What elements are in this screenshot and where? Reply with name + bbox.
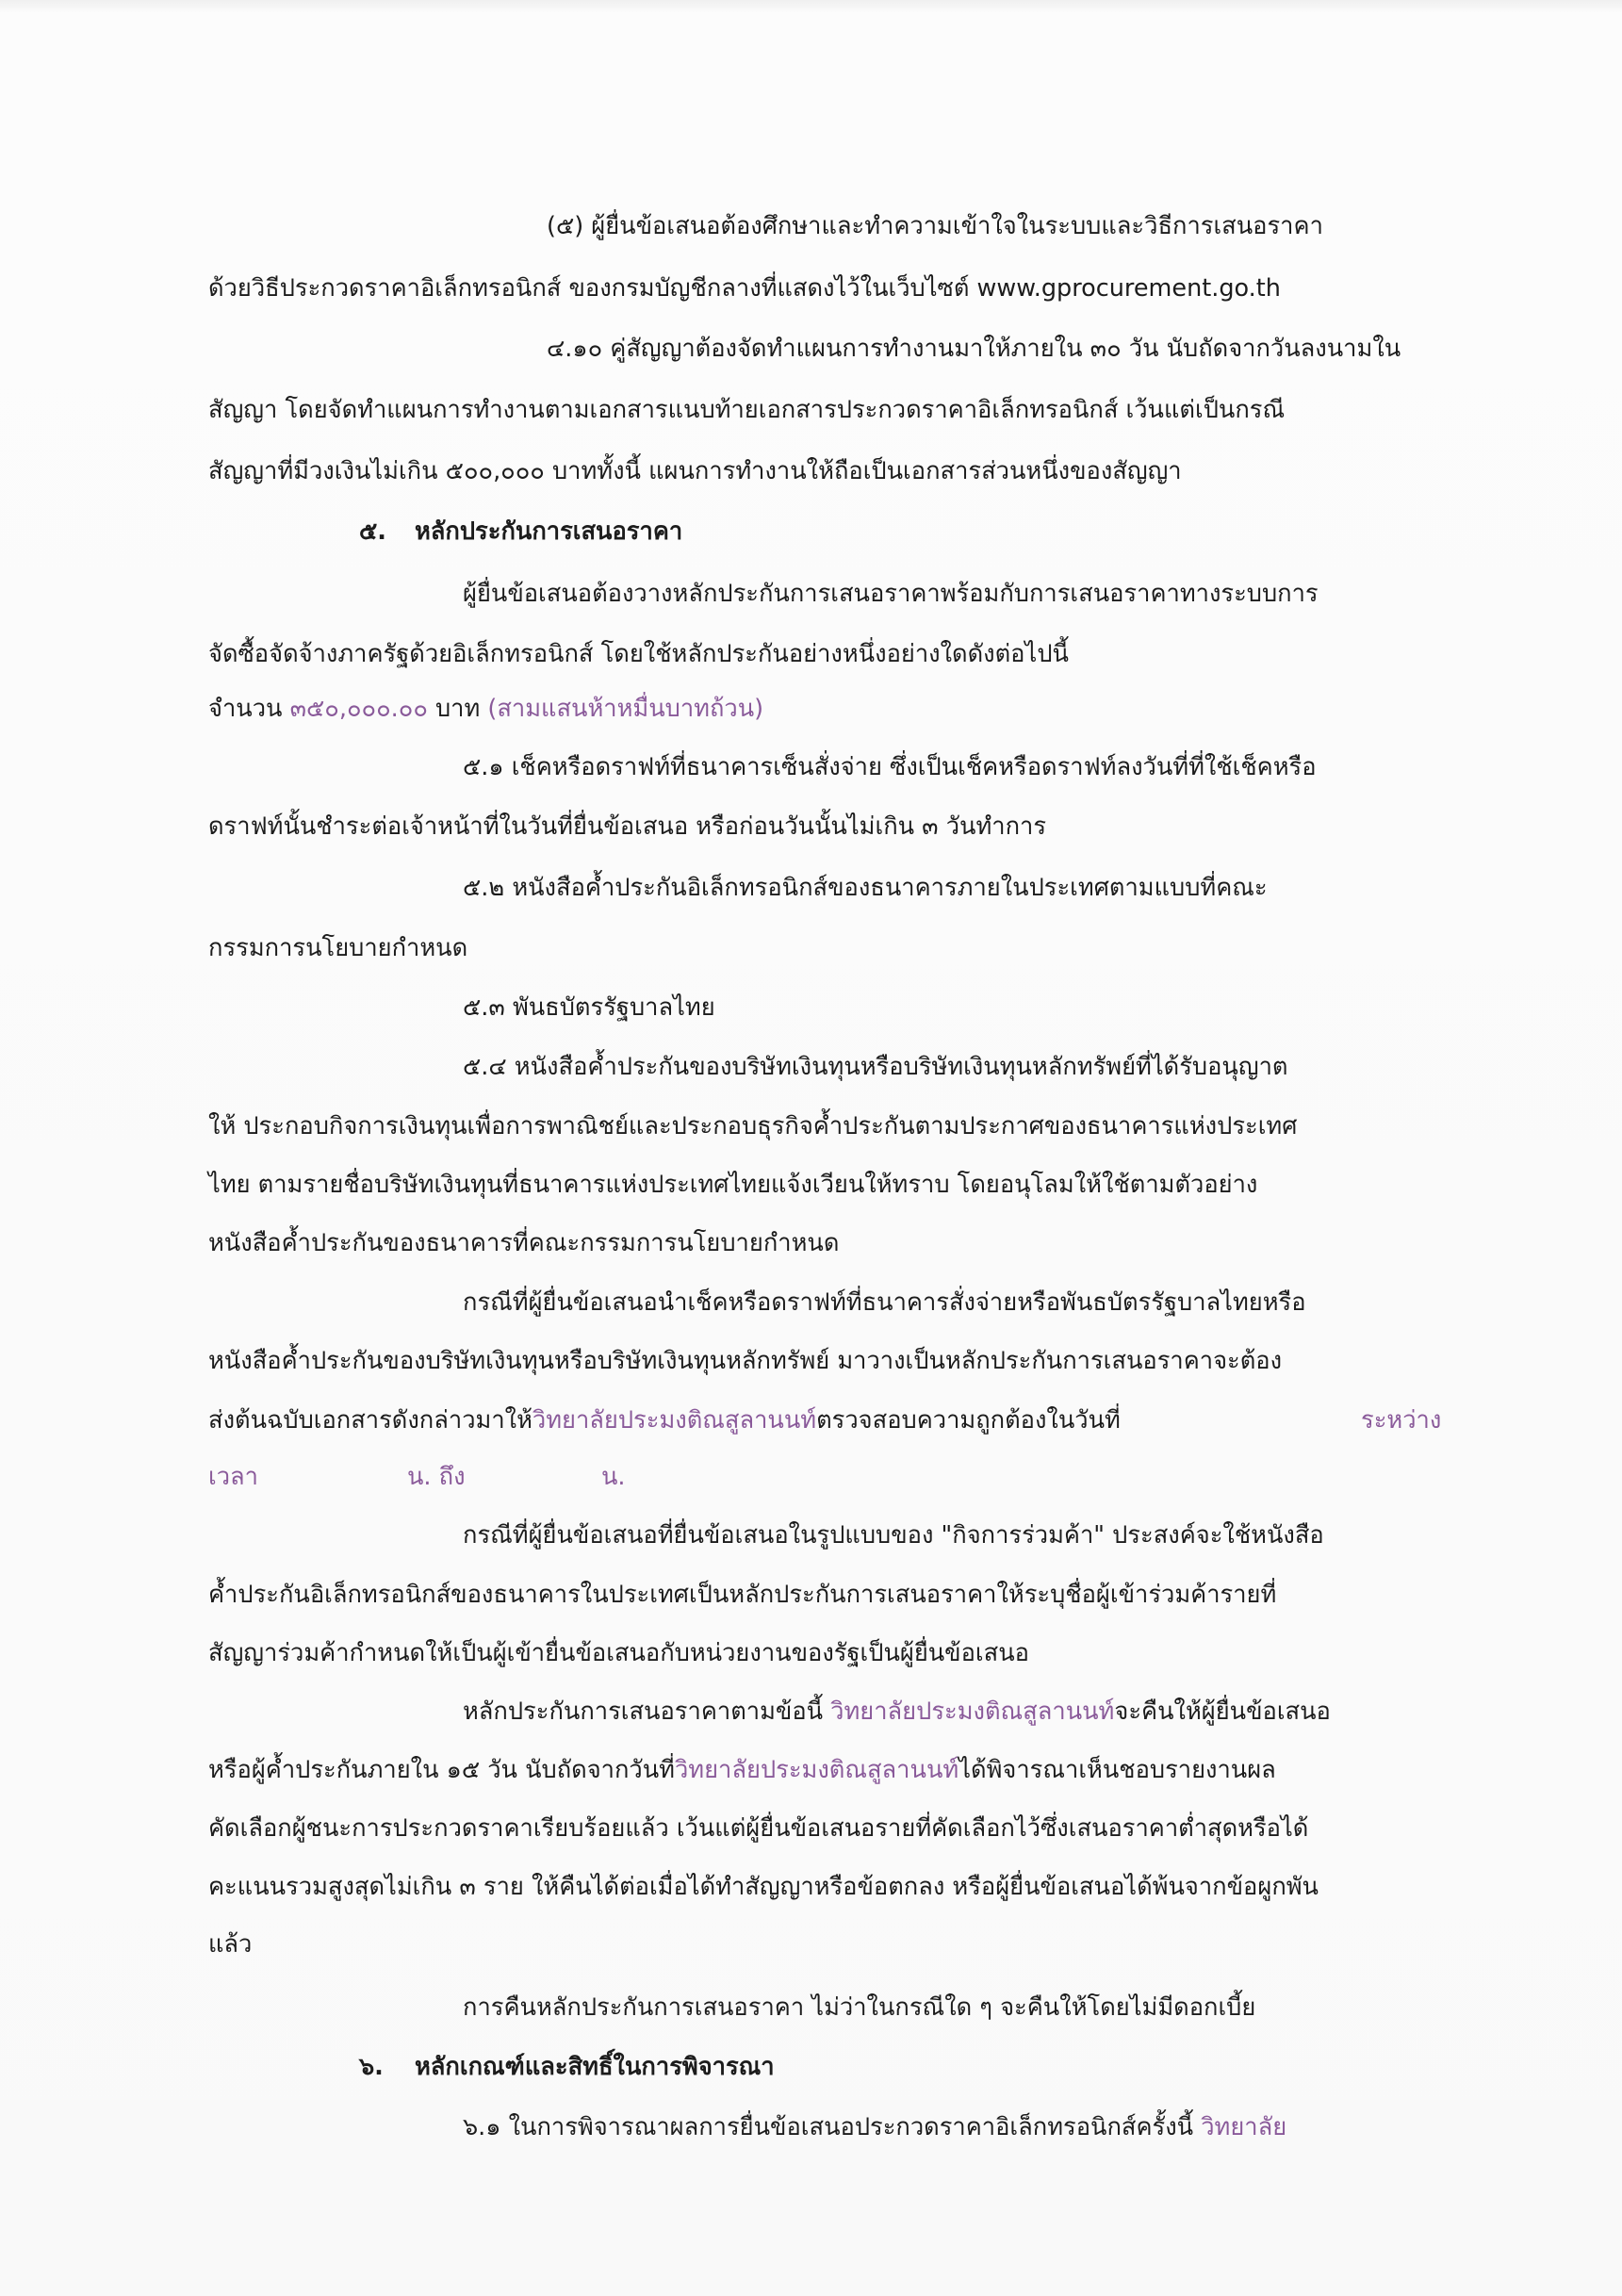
amount-value: ๓๕๐,๐๐๐.๐๐ (289, 695, 428, 723)
s5-3-line: ๕.๓ พันธบัตรรัฐบาลไทย (463, 993, 715, 1022)
return-line3: คัดเลือกผู้ชนะการประกวดราคาเรียบร้อยแล้ว เว้นแต่ผู้ยื่นข้อเสนอรายที่คัดเลือกไว้ซึ่งเสนอราคาต่ำสุดหรือได้ (208, 1814, 1309, 1843)
amount-unit: บาท (427, 695, 488, 723)
case1-line3-part-c: ตรวจสอบความถูกต้องในวันที่ (816, 1406, 1121, 1435)
case1-between-label: ระหว่าง (1361, 1406, 1442, 1435)
return-line2 (208, 1754, 1276, 1786)
case1-time-end: น. (601, 1463, 626, 1491)
return-line5: แล้ว (208, 1930, 253, 1959)
s5-4-line3: ไทย ตามรายชื่อบริษัทเงินทุนที่ธนาคารแห่งประเทศไทยแจ้งเวียนให้ทราบ โดยอนุโลมให้ใช้ตามตัวอย่าง (208, 1171, 1258, 1199)
p4-9-line2: ด้วยวิธีประกวดราคาอิเล็กทรอนิกส์ ของกรมบัญชีกลางที่แสดงไว้ในเว็บไซต์ www.gprocurement.go.th (208, 274, 1281, 303)
case1-line1: กรณีที่ผู้ยื่นข้อเสนอนำเช็คหรือดราฟท์ที่ธนาคารสั่งจ่ายหรือพันธบัตรรัฐบาลไทยหรือ (463, 1288, 1306, 1317)
return-line2-part-c: ได้พิจารณาเห็นชอบรายงานผล (958, 1756, 1276, 1784)
case1-line2: หนังสือค้ำประกันของบริษัทเงินทุนหรือบริษัทเงินทุนหลักทรัพย์ มาวางเป็นหลักประกันการเสนอราคาจะต้อง (208, 1347, 1283, 1375)
bid-amount-line (208, 693, 763, 725)
sec5-intro-line1: ผู้ยื่นข้อเสนอต้องวางหลักประกันการเสนอราคาพร้อมกับการเสนอราคาทางระบบการ (463, 580, 1319, 608)
s5-2-line1: ๕.๒ หนังสือค้ำประกันอิเล็กทรอนิกส์ของธนาคารภายในประเทศตามแบบที่คณะ (463, 874, 1268, 902)
s5-1-line2: ดราฟท์นั้นชำระต่อเจ้าหน้าที่ในวันที่ยื่นข้อเสนอ หรือก่อนวันนั้นไม่เกิน ๓ วันทำการ (208, 812, 1047, 841)
college-name: วิทยาลัยประมงติณสูลานนท์ (532, 1406, 817, 1435)
case1-line3 (208, 1404, 1121, 1436)
college-name: วิทยาลัยประมงติณสูลานนท์ (674, 1756, 959, 1784)
p4-10-line3: สัญญาที่มีวงเงินไม่เกิน ๕๐๐,๐๐๐ บาททั้งนี้ แผนการทำงานให้ถือเป็นเอกสารส่วนหนึ่งของสัญญา (208, 457, 1182, 485)
amount-words: (สามแสนห้าหมื่นบาทถ้วน) (487, 695, 764, 723)
return-line4: คะแนนรวมสูงสุดไม่เกิน ๓ ราย ให้คืนได้ต่อเมื่อได้ทำสัญญาหรือข้อตกลง หรือผู้ยื่นข้อเสนอได้พ้นจากข้อผูกพัน (208, 1873, 1319, 1901)
p4-9-line1: (๕) ผู้ยื่นข้อเสนอต้องศึกษาและทำความเข้าใจในระบบและวิธีการเสนอราคา (547, 212, 1323, 240)
amount-prefix: จำนวน (208, 695, 290, 723)
section-6-number: ๖. (359, 2053, 384, 2081)
s5-1-line1: ๕.๑ เช็คหรือดราฟท์ที่ธนาคารเซ็นสั่งจ่าย ซึ่งเป็นเช็คหรือดราฟท์ลงวันที่ที่ใช้เช็คหรือ (463, 753, 1317, 781)
section-5-heading: หลักประกันการเสนอราคา (415, 517, 683, 546)
s5-4-line2: ให้ ประกอบกิจการเงินทุนเพื่อการพาณิชย์และประกอบธุรกิจค้ำประกันตามประกาศของธนาคารแห่งประเทศ (208, 1112, 1298, 1140)
return-line1-part-a: หลักประกันการเสนอราคาตามข้อนี้ (463, 1697, 831, 1726)
no-interest-line: การคืนหลักประกันการเสนอราคา ไม่ว่าในกรณีใด ๆ จะคืนให้โดยไม่มีดอกเบี้ย (463, 1993, 1256, 2022)
case1-time-label: เวลา (208, 1463, 258, 1491)
case2-line2: ค้ำประกันอิเล็กทรอนิกส์ของธนาคารในประเทศเป็นหลักประกันการเสนอราคาให้ระบุชื่อผู้เข้าร่วมค้ารายที่ (208, 1581, 1277, 1609)
scan-edge-shadow (0, 0, 1622, 13)
return-line1 (463, 1696, 1331, 1728)
s6-1-line1 (463, 2111, 1286, 2143)
return-line1-part-c: จะคืนให้ผู้ยื่นข้อเสนอ (1114, 1697, 1331, 1726)
case2-line1: กรณีที่ผู้ยื่นข้อเสนอที่ยื่นข้อเสนอในรูปแบบของ "กิจการร่วมค้า" ประสงค์จะใช้หนังสือ (463, 1521, 1324, 1550)
sec5-intro-line2: จัดซื้อจัดจ้างภาครัฐด้วยอิเล็กทรอนิกส์ โดยใช้หลักประกันอย่างหนึ่งอย่างใดดังต่อไปนี้ (208, 640, 1069, 668)
p4-10-line1: ๔.๑๐ คู่สัญญาต้องจัดทำแผนการทำงานมาให้ภายใน ๓๐ วัน นับถัดจากวันลงนามใน (547, 335, 1401, 363)
college-name-start: วิทยาลัย (1201, 2113, 1287, 2141)
s6-1-part-a: ๖.๑ ในการพิจารณาผลการยื่นข้อเสนอประกวดราคาอิเล็กทรอนิกส์ครั้งนี้ (463, 2113, 1202, 2141)
case1-time-to: น. ถึง (407, 1463, 466, 1491)
section-5-number: ๕. (359, 517, 386, 546)
case2-line3: สัญญาร่วมค้ากำหนดให้เป็นผู้เข้ายื่นข้อเสนอกับหน่วยงานของรัฐเป็นผู้ยื่นข้อเสนอ (208, 1639, 1029, 1667)
s5-4-line1: ๕.๔ หนังสือค้ำประกันของบริษัทเงินทุนหรือบริษัทเงินทุนหลักทรัพย์ที่ได้รับอนุญาต (463, 1053, 1288, 1081)
p4-10-line2: สัญญา โดยจัดทำแผนการทำงานตามเอกสารแนบท้ายเอกสารประกวดราคาอิเล็กทรอนิกส์ เว้นแต่เป็นกรณี (208, 396, 1286, 424)
s5-2-line2: กรรมการนโยบายกำหนด (208, 934, 468, 962)
s5-4-line4: หนังสือค้ำประกันของธนาคารที่คณะกรรมการนโยบายกำหนด (208, 1229, 840, 1257)
case1-line3-part-a: ส่งต้นฉบับเอกสารดังกล่าวมาให้ (208, 1406, 532, 1435)
return-line2-part-a: หรือผู้ค้ำประกันภายใน ๑๕ วัน นับถัดจากวันที่ (208, 1756, 675, 1784)
section-6-heading: หลักเกณฑ์และสิทธิ์ในการพิจารณา (415, 2053, 775, 2081)
college-name: วิทยาลัยประมงติณสูลานนท์ (830, 1697, 1115, 1726)
